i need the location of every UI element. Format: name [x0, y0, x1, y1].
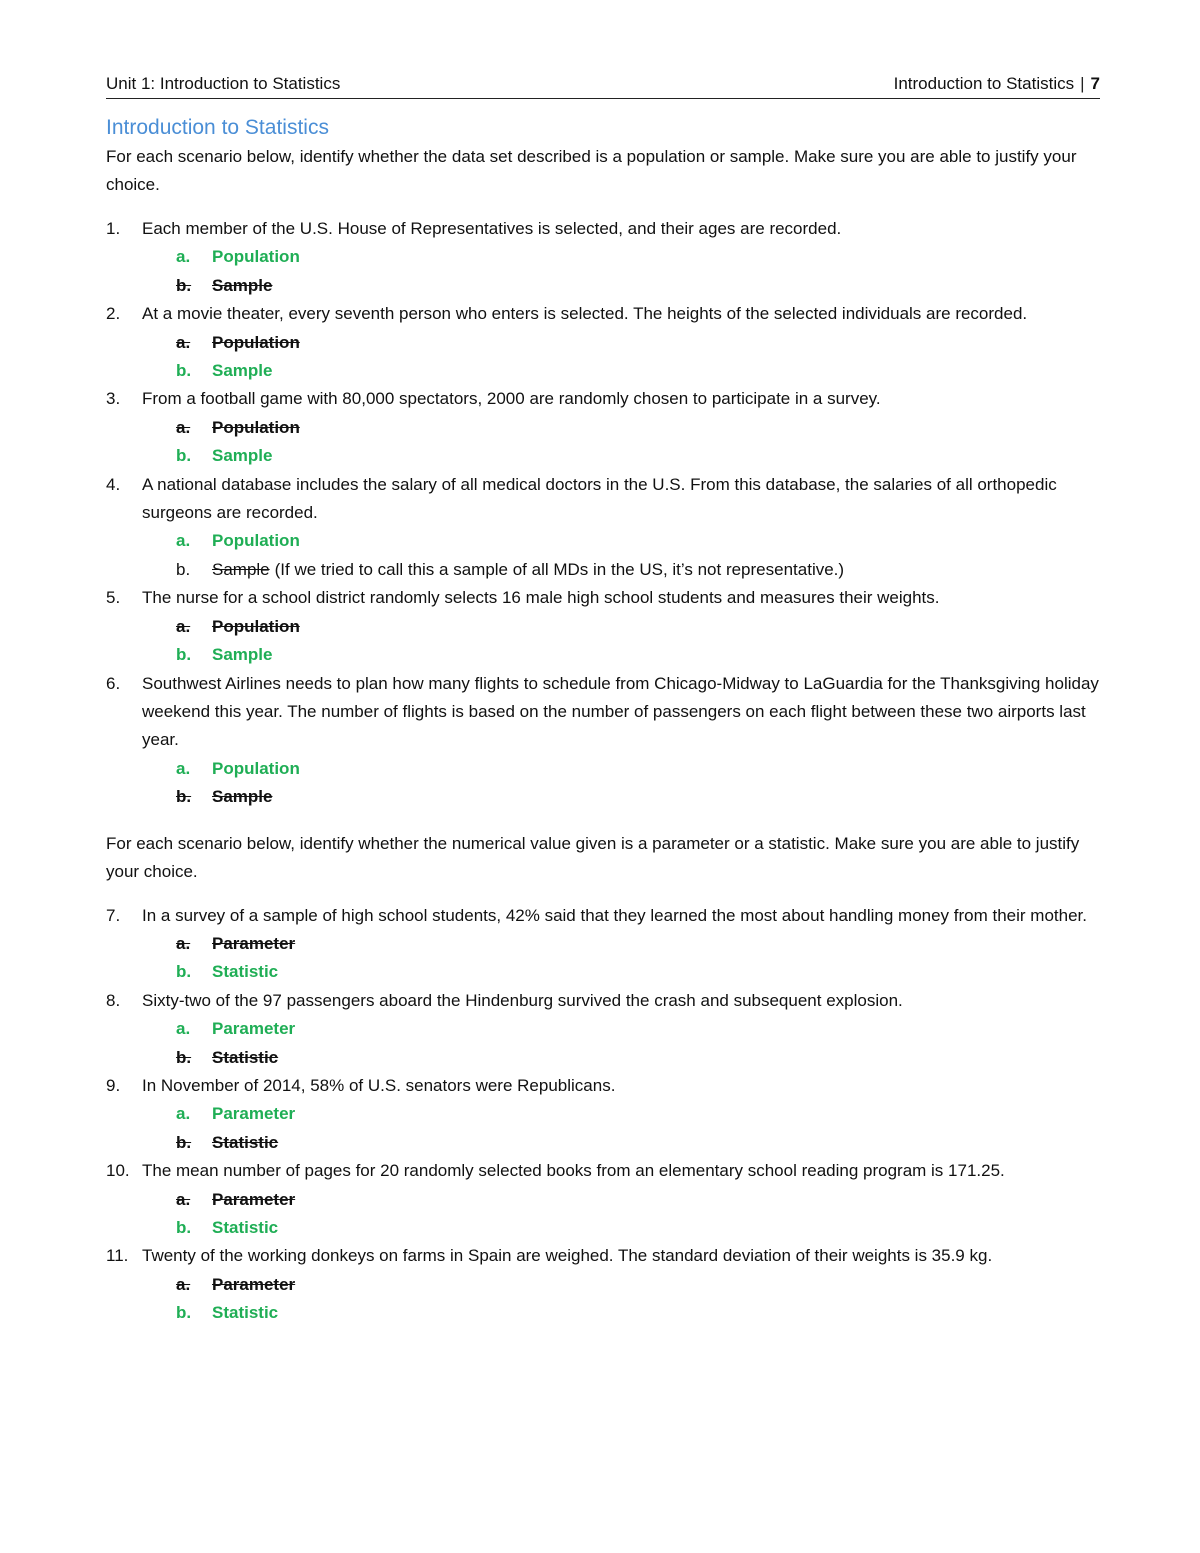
option-label: Sample [212, 787, 273, 807]
answer-options [142, 1100, 1100, 1157]
answer-options [142, 527, 1100, 584]
page-header [106, 70, 1100, 99]
option-letter: b. [176, 1132, 192, 1152]
question-number: 4. [106, 474, 121, 494]
option-letter: a. [176, 531, 191, 551]
option-letter: a. [176, 1019, 191, 1039]
question-number: 8. [106, 990, 121, 1010]
question-text: Sixty-two of the 97 passengers aboard the Hindenburg survived the crash and subsequent explosion. [142, 990, 903, 1010]
answer-option-b [176, 1044, 1100, 1072]
option-letter: b. [176, 275, 192, 295]
question-text: At a movie theater, every seventh person who enters is selected. The heights of the selected individuals are recorded. [142, 304, 1028, 324]
option-letter: b. [176, 361, 192, 381]
option-letter: a. [176, 1274, 191, 1294]
option-label: Sample [212, 275, 273, 295]
question-item [106, 1072, 1100, 1157]
question-number: 10. [106, 1161, 130, 1181]
answer-options [142, 1186, 1100, 1243]
option-label: Sample [212, 446, 273, 466]
answer-option-a [176, 1100, 1100, 1128]
option-label: Population [212, 616, 300, 636]
question-text: Twenty of the working donkeys on farms in Spain are weighed. The standard deviation of their weights is 35.9 kg. [142, 1246, 993, 1266]
option-letter: b. [176, 1047, 192, 1067]
option-letter: b. [176, 787, 192, 807]
question-number: 1. [106, 219, 121, 238]
answer-option-a [176, 613, 1100, 641]
answer-options [142, 243, 1100, 300]
question-number: 7. [106, 905, 121, 925]
option-letter: b. [176, 559, 191, 579]
question-item [106, 385, 1100, 470]
question-text: In a survey of a sample of high school students, 42% said that they learned the most about handling money from their mother. [142, 905, 1087, 925]
answer-option-b [176, 958, 1100, 986]
answer-options [142, 930, 1100, 987]
answer-options [142, 1271, 1100, 1328]
option-label: Population [212, 417, 300, 437]
question-item [106, 987, 1100, 1072]
answer-option-a [176, 1271, 1100, 1299]
option-letter: a. [176, 933, 191, 953]
option-letter: b. [176, 645, 192, 665]
answer-option-b [176, 1214, 1100, 1242]
option-label: Statistic [212, 962, 279, 982]
option-letter: a. [176, 417, 191, 437]
page-number: 7 [1090, 74, 1100, 93]
answer-option-a [176, 329, 1100, 357]
option-letter: b. [176, 1303, 192, 1323]
question-text: Southwest Airlines needs to plan how many flights to schedule from Chicago-Midway to LaGuardia for the Thanksgiving holiday weekend this year. The number of flights is based on the number of passengers on each flight between these two airports last year. [142, 673, 1099, 750]
section-heading: Introduction to Statistics [106, 116, 329, 139]
answer-option-b [176, 1129, 1100, 1157]
answer-option-b [176, 442, 1100, 470]
section2-instructions: For each scenario below, identify whether the numerical value given is a parameter or a statistic. Make sure you are able to justify your choice. [106, 833, 1080, 881]
option-letter: b. [176, 1218, 192, 1237]
question-number: 11. [106, 1246, 129, 1266]
answer-option-b [176, 783, 1100, 811]
option-label: Parameter [212, 1274, 296, 1294]
question-text: The nurse for a school district randomly selects 16 male high school students and measures their weights. [142, 588, 940, 608]
answer-option-a [176, 1186, 1100, 1214]
answer-option-a [176, 930, 1100, 958]
question-item [106, 584, 1100, 669]
option-label: Population [212, 247, 300, 267]
answer-options [142, 1015, 1100, 1072]
section1-question-list [106, 215, 1100, 812]
option-label: Statistic [212, 1218, 279, 1237]
option-label: Population [212, 531, 300, 551]
answer-option-b [176, 357, 1100, 385]
answer-option-b [176, 1299, 1100, 1327]
answer-options [142, 755, 1100, 812]
question-text: The mean number of pages for 20 randomly selected books from an elementary school reading program is 171.25. [142, 1161, 1005, 1181]
question-text: Each member of the U.S. House of Representatives is selected, and their ages are recorded. [142, 219, 842, 238]
question-item [106, 670, 1100, 812]
section2-question-list [106, 902, 1100, 1328]
option-label: Parameter [212, 1019, 296, 1039]
answer-options [142, 613, 1100, 670]
answer-option-a [176, 755, 1100, 783]
answer-options [142, 329, 1100, 386]
question-item [106, 471, 1100, 585]
question-number: 3. [106, 389, 121, 409]
question-text: In November of 2014, 58% of U.S. senators were Republicans. [142, 1075, 616, 1095]
option-letter: a. [176, 1189, 191, 1209]
option-letter: a. [176, 616, 191, 636]
section1-instructions: For each scenario below, identify whether the data set described is a population or sample. Make sure you are able to justify your choice. [106, 147, 1077, 194]
question-item [106, 1157, 1100, 1242]
option-letter: a. [176, 758, 191, 778]
header-right [894, 74, 1100, 94]
document-page [106, 70, 1100, 1328]
question-number: 9. [106, 1075, 121, 1095]
answer-option-a [176, 527, 1100, 555]
header-unit-title: Unit 1: Introduction to Statistics [106, 74, 341, 93]
answer-option-a [176, 414, 1100, 442]
header-section-title: Introduction to Statistics [893, 74, 1075, 93]
question-text: From a football game with 80,000 spectators, 2000 are randomly chosen to participate in a survey. [142, 389, 881, 409]
answer-option-a [176, 243, 1100, 271]
question-number: 5. [106, 588, 121, 608]
question-number: 6. [106, 673, 121, 693]
question-text: A national database includes the salary of all medical doctors in the U.S. From this database, the salaries of all orthopedic surgeons are recorded. [142, 474, 1057, 523]
header-separator: | [1080, 74, 1085, 93]
answer-option-b [176, 556, 1100, 584]
answer-options [142, 414, 1100, 471]
answer-option-a [176, 1015, 1100, 1043]
question-item [106, 300, 1100, 385]
answer-option-b [176, 641, 1100, 669]
option-label: Population [212, 758, 300, 778]
option-letter: a. [176, 332, 191, 352]
option-note: (If we tried to call this a sample of all MDs in the US, it’s not representative.) [274, 559, 845, 579]
option-label: Statistic [212, 1047, 279, 1067]
question-item [106, 215, 1100, 300]
option-letter: b. [176, 446, 192, 466]
option-label: Population [212, 332, 300, 352]
option-letter: a. [176, 1104, 191, 1124]
option-label: Parameter [212, 1104, 296, 1124]
option-letter: b. [176, 962, 192, 982]
option-label: Sample [212, 645, 273, 665]
option-label: Sample [212, 559, 270, 579]
question-item [106, 902, 1100, 987]
option-letter: a. [176, 247, 191, 267]
option-label: Statistic [212, 1132, 279, 1152]
option-label: Sample [212, 361, 273, 381]
option-label: Parameter [212, 933, 296, 953]
option-label: Statistic [212, 1303, 279, 1323]
option-label: Parameter [212, 1189, 296, 1209]
question-item [106, 1242, 1100, 1327]
question-number: 2. [106, 304, 121, 324]
answer-option-b [176, 272, 1100, 300]
